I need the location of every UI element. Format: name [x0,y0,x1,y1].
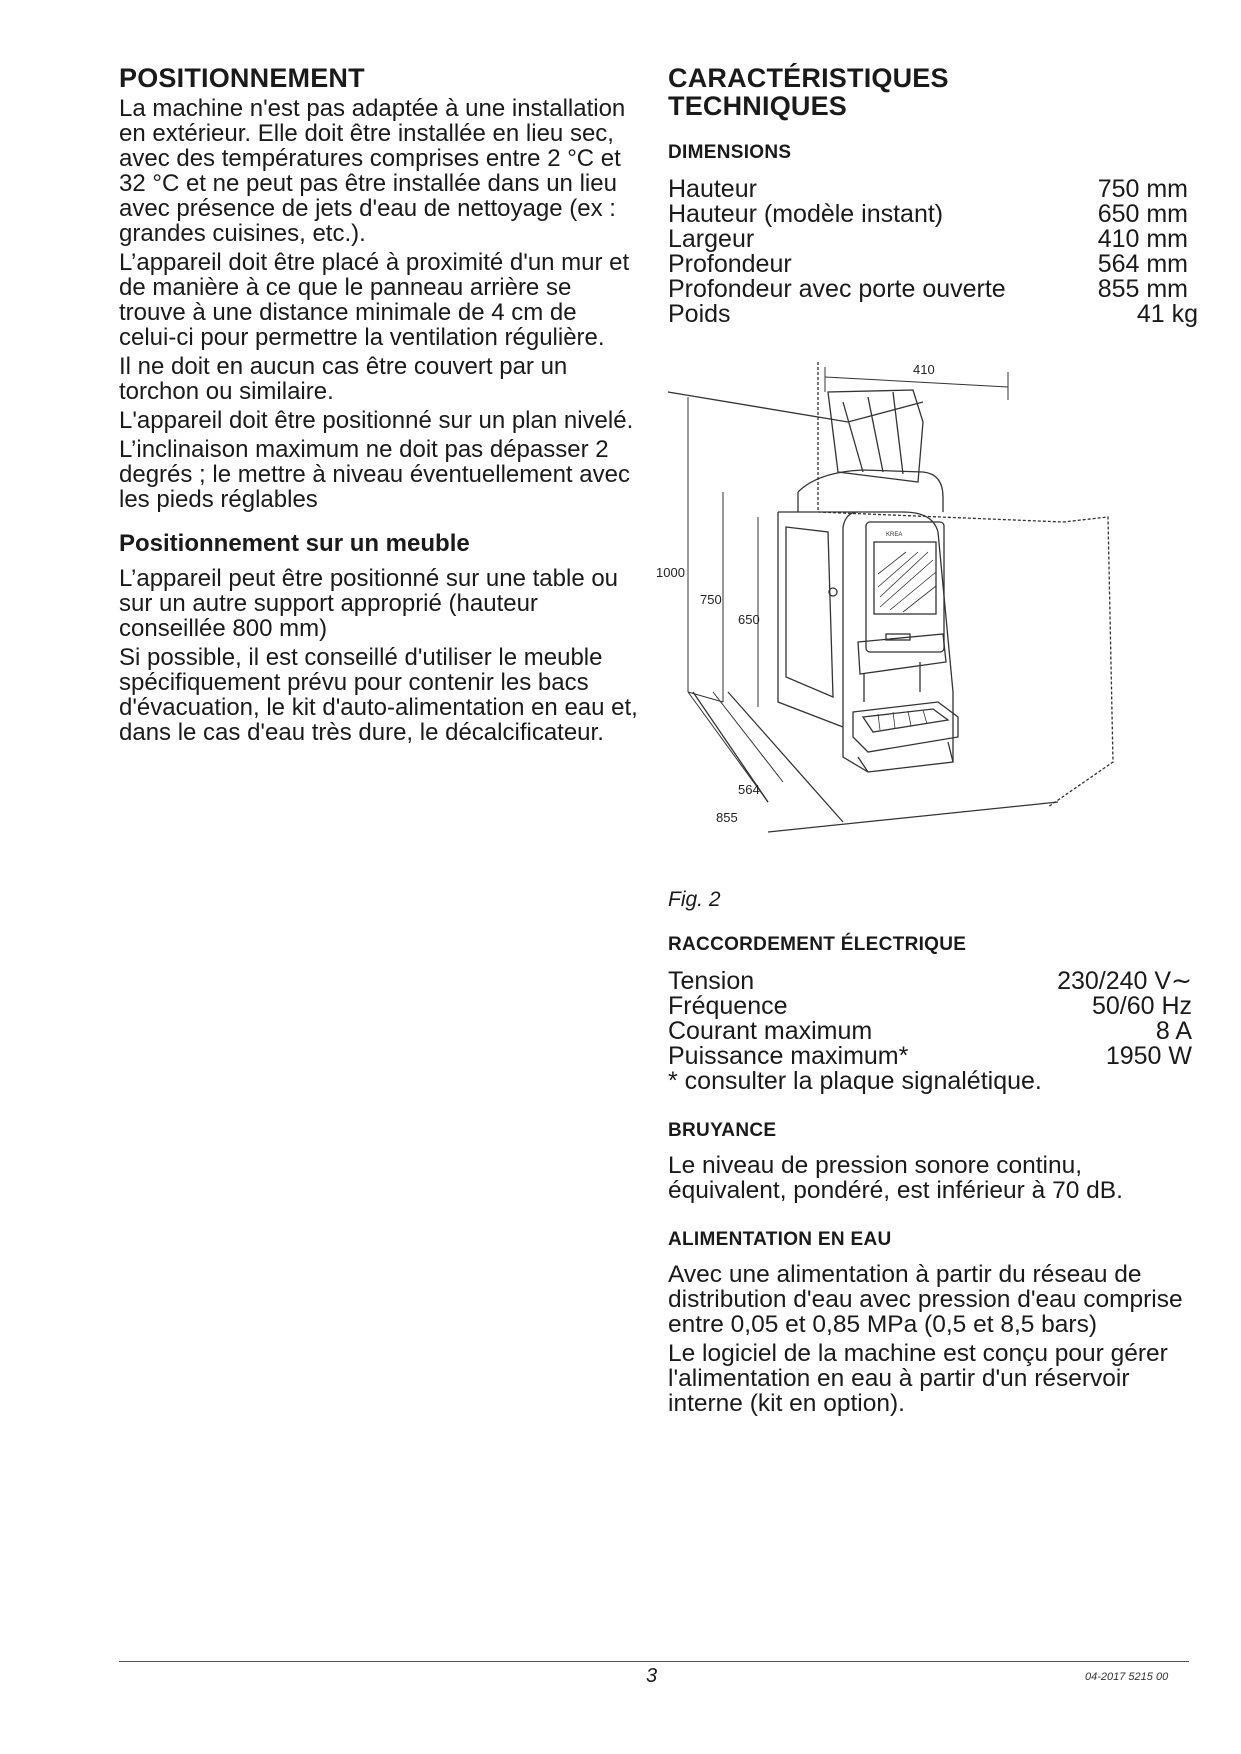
noise-heading: BRUYANCE [668,1120,777,1141]
spec-row [668,969,1192,994]
spec-value: 750 mm [1097,175,1188,203]
paragraph: L’inclinaison maximum ne doit pas dépasser 2 degrés ; le mettre à niveau éventuellement avec les pieds réglables [119,436,630,513]
dimensions-heading: DIMENSIONS [668,142,792,163]
spec-label: Tension [668,967,755,995]
water-section [668,1229,1208,1416]
spec-row [668,1019,1192,1044]
spec-label: Hauteur [668,175,757,203]
water-heading: ALIMENTATION EN EAU [668,1229,892,1250]
brand-label: KREA [886,532,903,538]
dimensions-table [668,177,1198,327]
electrical-table [668,969,1192,1094]
spec-row [668,202,1198,227]
footer-divider [119,1661,1189,1662]
paragraph: L’appareil peut être positionné sur une table ou sur un autre support approprié (hauteur conseillée 800 mm) [119,565,619,642]
spec-label: Fréquence [668,992,788,1020]
machine-dimensions-drawing [656,362,1148,872]
spec-row [668,277,1198,302]
note-text: * consulter la plaque signalétique. [668,1067,1042,1095]
right-column-lower [668,934,1208,1416]
spec-value: 855 mm [1097,275,1188,303]
title-line: CARACTÉRISTIQUES [668,63,949,93]
spec-row [668,994,1192,1019]
spec-value: 50/60 Hz [1091,992,1192,1020]
dim-label-650: 650 [738,612,760,627]
spec-note [668,1069,1192,1094]
paragraph: La machine n'est pas adaptée à une installation en extérieur. Elle doit être installée en lieu sec, avec des températures comprises entre 2 °C et 32 °C et ne peut pas être installée dans un lieu avec présence de jets d'eau de nettoyage (ex : grandes cuisines, etc.). [119,95,626,247]
dim-label-width: 410 [913,362,935,377]
spec-label: Puissance maximum* [668,1042,909,1070]
spec-value: 1950 W [1105,1042,1192,1070]
spec-row [668,1044,1192,1069]
spec-label: Poids [668,300,731,328]
document-code: 04-2017 5215 00 [1085,1671,1169,1683]
section-title-caracteristiques [668,64,1068,120]
noise-section [668,1120,1208,1203]
spec-value: 230/240 V∼ [1057,967,1192,995]
paragraph: Si possible, il est conseillé d'utiliser le meuble spécifiquement prévu pour contenir les bacs d'évacuation, le kit d'auto-alimentation en eau et, dans le cas d'eau très dure, le décalcificateur. [119,644,638,746]
spec-value: 410 mm [1097,225,1188,253]
paragraph: Il ne doit en aucun cas être couvert par un torchon ou similaire. [119,353,568,405]
spec-value: 8 A [1155,1017,1192,1045]
dim-label-750: 750 [700,592,722,607]
paragraph: Le logiciel de la machine est conçu pour gérer l'alimentation en eau à partir d'un réservoir interne (kit en option). [668,1340,1168,1417]
section-title-positionnement: POSITIONNEMENT [119,63,365,93]
dim-label-1000: 1000 [656,565,685,580]
paragraph: Le niveau de pression sonore continu, équivalent, pondéré, est inférieur à 70 dB. [668,1152,1123,1204]
spec-label: Hauteur (modèle instant) [668,200,944,228]
dim-label-564: 564 [738,782,760,797]
right-column [668,64,1208,327]
title-line: TECHNIQUES [668,91,848,121]
spec-row [668,252,1198,277]
subsection-title-meuble: Positionnement sur un meuble [119,530,470,557]
spec-row [668,177,1198,202]
left-column [119,64,639,745]
spec-label: Profondeur [668,250,792,278]
paragraph: L’appareil doit être placé à proximité d'un mur et de manière à ce que le panneau arrière se trouve à une distance minimale de 4 cm de celui-ci pour permettre la ventilation régulière. [119,249,630,351]
dimensions-section [668,142,1208,327]
spec-row [668,302,1198,327]
spec-value: 41 kg [1136,300,1198,328]
spec-value: 564 mm [1097,250,1188,278]
spec-label: Profondeur avec porte ouverte [668,275,1006,303]
dim-label-855: 855 [716,810,738,825]
electrical-heading: RACCORDEMENT ÉLECTRIQUE [668,934,967,955]
spec-row [668,227,1198,252]
spec-value: 650 mm [1097,200,1188,228]
electrical-section [668,934,1208,1094]
page-number: 3 [646,1665,658,1687]
paragraph: L'appareil doit être positionné sur un plan nivelé. [119,407,634,434]
spec-label: Courant maximum [668,1017,873,1045]
paragraph: Avec une alimentation à partir du réseau de distribution d'eau avec pression d'eau comprise entre 0,05 et 0,85 MPa (0,5 et 8,5 bars) [668,1261,1183,1338]
spec-label: Largeur [668,225,755,253]
figure-caption: Fig. 2 [668,888,721,911]
